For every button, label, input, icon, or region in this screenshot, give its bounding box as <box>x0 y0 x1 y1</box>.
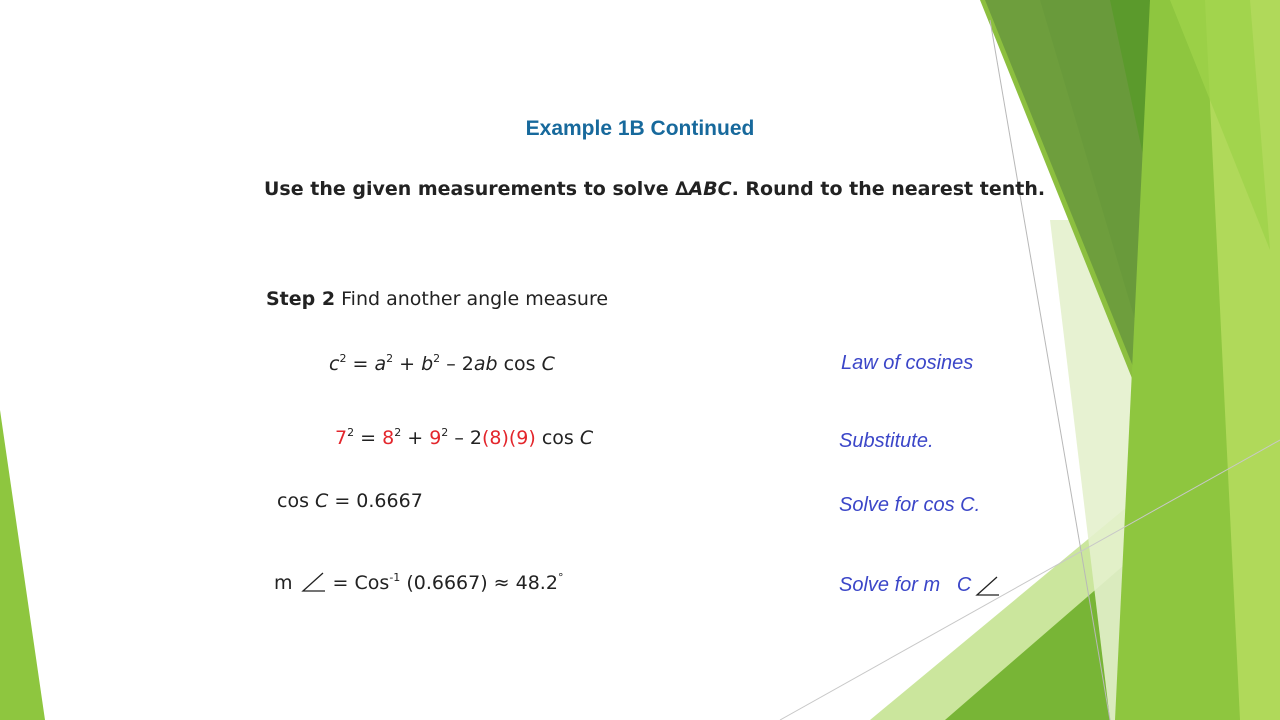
exponent: 2 <box>433 352 441 365</box>
exponent: 2 <box>386 352 394 365</box>
var-C: C <box>541 353 555 375</box>
plus-sign: + <box>401 427 430 449</box>
value-nine: 9 <box>429 427 442 449</box>
plus-sign: + <box>393 353 422 375</box>
value-product: (8)(9) <box>481 427 536 449</box>
substitution-equation <box>335 427 593 449</box>
instruction-after: . Round to the nearest tenth. <box>731 178 1046 200</box>
angle-result: (0.6667) ≈ 48.2 <box>400 572 558 594</box>
inverse-cos-label: = Cos <box>326 572 390 594</box>
value-seven: 7 <box>335 427 348 449</box>
angle-icon <box>301 571 327 593</box>
var-ab: ab <box>473 353 498 375</box>
var-a: a <box>374 353 387 375</box>
note-solve-cos: Solve for cos C. <box>839 494 981 516</box>
step-label: Step 2 <box>266 288 336 310</box>
triangle-name: ABC <box>688 178 732 200</box>
equals-sign: = <box>354 427 383 449</box>
exponent: 2 <box>441 426 449 439</box>
cos-value-equation <box>277 490 423 512</box>
instruction-text <box>264 178 1045 200</box>
inverse-exponent: -1 <box>389 571 401 584</box>
instruction-before: Use the given measurements to solve <box>264 178 676 200</box>
degree-symbol: ° <box>557 571 564 584</box>
value-eight: 8 <box>382 427 395 449</box>
cos-label: cos <box>535 427 580 449</box>
cos-label: cos <box>277 490 316 512</box>
exponent: 2 <box>339 352 347 365</box>
minus-term: – 2 <box>448 427 482 449</box>
triangle-symbol: ∆ <box>675 178 689 200</box>
equals-sign: = <box>346 353 375 375</box>
exponent: 2 <box>347 426 355 439</box>
slide-title: Example 1B Continued <box>525 117 755 140</box>
var-b: b <box>421 353 434 375</box>
cos-value: = 0.6667 <box>328 490 423 512</box>
note-law-of-cosines: Law of cosines <box>841 352 974 374</box>
note-solve-angle <box>839 574 1001 597</box>
minus-term: – 2 <box>440 353 474 375</box>
exponent: 2 <box>394 426 402 439</box>
var-c: c <box>329 353 340 375</box>
law-of-cosines-equation <box>329 353 555 375</box>
angle-equation <box>274 571 563 594</box>
measure-label: m <box>274 572 293 594</box>
var-C: C <box>315 490 329 512</box>
note-solve-angle-text: Solve for m C <box>839 574 972 596</box>
step-heading <box>266 288 608 310</box>
angle-icon <box>975 575 1001 597</box>
note-substitute: Substitute. <box>839 430 934 452</box>
cos-label: cos <box>497 353 542 375</box>
step-text: Find another angle measure <box>335 288 609 310</box>
var-C: C <box>579 427 594 449</box>
